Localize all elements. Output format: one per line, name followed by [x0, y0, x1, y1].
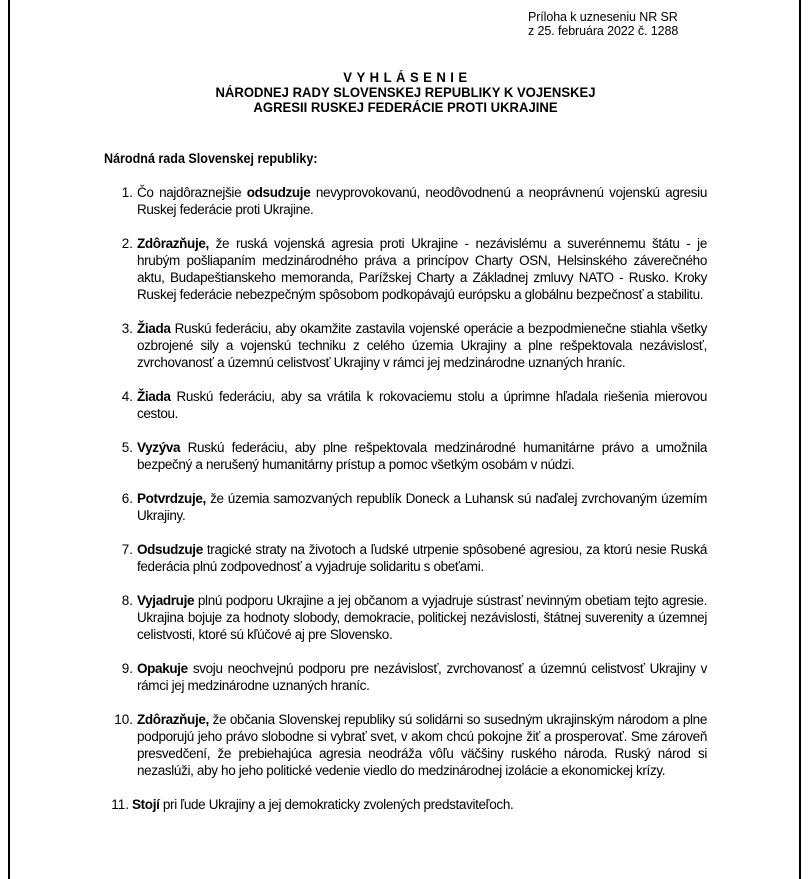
item-text: svoju neochvejnú podporu pre nezávislosť, zvrchovanosť a územnú celistvosť Ukrajiny v rámci jej medzinárodne uznaných hraníc. [137, 661, 707, 693]
item-number: 10. [114, 712, 133, 727]
item-prefix: Čo najdôraznejšie [137, 185, 247, 200]
item-body [137, 320, 707, 371]
item-number: 3. [121, 321, 133, 336]
item-body [137, 490, 707, 524]
item-text: tragické straty na životoch a ľudské utrpenie spôsobené agresiou, za ktorú nesie Ruská federácia plnú zodpovednosť a vyjadruje solidaritu s obeťami. [137, 542, 707, 574]
list-item [0, 660, 811, 694]
item-body [137, 711, 707, 779]
list-item [0, 541, 811, 575]
annex-reference [528, 10, 678, 38]
item-body [137, 592, 707, 643]
annex-line-1: Príloha k uzneseniu NR SR [528, 10, 678, 24]
document-title [0, 70, 811, 115]
item-text: plnú podporu Ukrajine a jej občanom a vyjadruje sústrasť nevinným obetiam tejto agresie. Ukrajina bojuje za hodnoty slobody, demokracie, politickej nezávislosti, štátnej suverenity a územnej celistvosti, ktoré sú kľúčové aj pre Slovensko. [137, 593, 707, 642]
list-item [0, 320, 811, 371]
item-lead: Zdôrazňuje, [137, 236, 209, 251]
intro-heading: Národná rada Slovenskej republiky: [104, 151, 318, 166]
item-lead: Vyjadruje [137, 593, 195, 608]
item-text: Ruskú federáciu, aby okamžite zastavila vojenské operácie a bezpodmienečne stiahla všetky ozbrojené sily a vojenskú techniku z celého územia Ukrajiny a plne rešpektovala nezávislosť, zvrchovanosť a územnú celistvosť Ukrajiny v rámci jej medzinárodne uznaných hraníc. [137, 321, 707, 370]
item-lead: Zdôrazňuje, [137, 712, 209, 727]
item-number: 7. [121, 542, 133, 557]
item-text: že ruská vojenská agresia proti Ukrajine - nezávislému a suverénnemu štátu - je hrubým pošliapaním medzinárodného práva a princípov Charty OSN, Helsinského záverečného aktu, Budapeštianskeho memoranda, Parížskej Charty a Základnej zmluvy NATO - Rusko. Kroky Ruskej federácie nebezpečným spôsobom podkopávajú európsku a globálnu bezpečnosť a stabilitu. [137, 236, 707, 302]
item-text: že územia samozvaných republík Doneck a Luhansk sú naďalej zvrchovaným územím Ukrajiny. [137, 491, 707, 523]
item-lead: Žiada [137, 389, 171, 404]
item-lead: Opakuje [137, 661, 188, 676]
item-lead: Vyzýva [137, 440, 181, 455]
item-body [137, 541, 707, 575]
list-item [0, 711, 811, 779]
item-number: 1. [121, 185, 133, 200]
list-item [0, 490, 811, 524]
item-number: 8. [121, 593, 133, 608]
item-body [137, 235, 707, 303]
list-item [0, 235, 811, 303]
item-lead: Potvrdzuje, [137, 491, 206, 506]
title-line-3: AGRESII RUSKEJ FEDERÁCIE PROTI UKRAJINE [253, 100, 558, 115]
item-number: 6. [121, 491, 133, 506]
item-number: 5. [121, 440, 133, 455]
list-item [0, 184, 811, 218]
item-number: 9. [121, 661, 133, 676]
item-lead: Stojí [132, 797, 160, 812]
item-lead: Odsudzuje [137, 542, 203, 557]
item-body [137, 388, 707, 422]
title-line-2: NÁRODNEJ RADY SLOVENSKEJ REPUBLIKY K VOJENSKEJ [215, 85, 596, 100]
annex-line-2: z 25. februára 2022 č. 1288 [528, 24, 679, 38]
item-lead: Žiada [137, 321, 171, 336]
list-item [0, 439, 811, 473]
item-number: 2. [121, 236, 133, 251]
item-text: že občania Slovenskej republiky sú solidárni so susedným ukrajinským národom a plne podporujú jeho právo slobodne si vybrať svet, v akom chcú pokojne žiť a prosperovať. Sme zároveň presvedčení, že prebiehajúca agresia neodráža vôľu väčšiny ruského národa. Ruský národ si nezaslúži, aby ho jeho politické vedenie viedlo do medzinárodnej izolácie a ekonomickej krízy. [137, 712, 707, 778]
item-body [137, 660, 707, 694]
item-body [137, 184, 707, 218]
item-lead: odsudzuje [246, 185, 311, 200]
item-text: nevyprovokovanú, neodôvodnenú a neoprávnenú vojenskú agresiu Ruskej federácie proti Ukrajine. [137, 185, 707, 217]
item-text: pri ľude Ukrajiny a jej demokraticky zvolených predstaviteľoch. [159, 797, 514, 812]
list-item [0, 388, 811, 422]
item-text: Ruskú federáciu, aby sa vrátila k rokovaciemu stolu a úprimne hľadala riešenia mierovou cestou. [137, 389, 707, 421]
resolution-list [0, 184, 811, 830]
list-item [0, 592, 811, 643]
item-text: Ruskú federáciu, aby plne rešpektovala medzinárodné humanitárne právo a umožnila bezpečný a nerušený humanitárny prístup a pomoc všetkým osobám v núdzi. [137, 440, 707, 472]
item-body [137, 439, 707, 473]
list-item [0, 796, 811, 813]
item-number: 4. [121, 389, 133, 404]
item-body [132, 796, 702, 813]
item-number: 11. [111, 797, 129, 812]
title-heading: VYHLÁSENIE [343, 70, 472, 85]
